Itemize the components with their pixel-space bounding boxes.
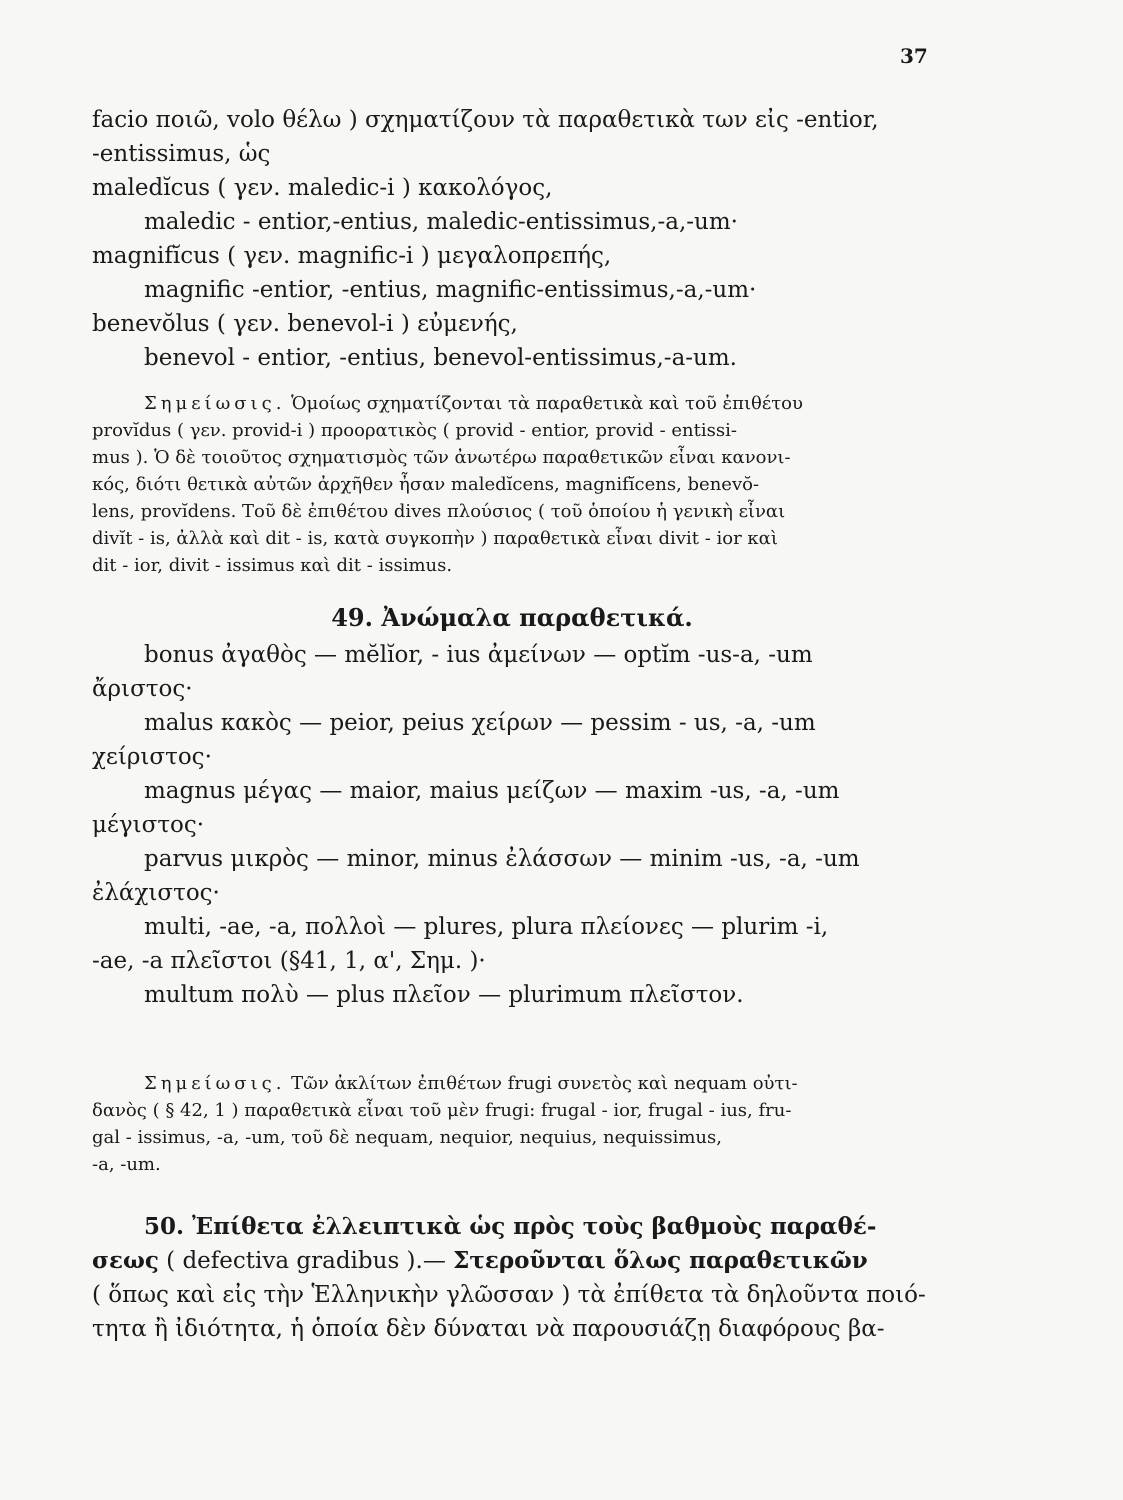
page-number: 37	[900, 44, 928, 68]
table-row-continuation: χείριστος·	[92, 744, 212, 770]
text-line: dit - ior, divit - issimus καὶ dit - issimus.	[92, 555, 453, 576]
note-heading: Σημείωσις.	[144, 1073, 286, 1094]
note-text: Ὁμοίως σχηματίζονται τὰ παραθετικὰ καὶ τοῦ ἐπιθέτου	[291, 393, 803, 414]
text-line: lens, provĭdens. Τοῦ δὲ ἐπιθέτου dives πλούσιος ( τοῦ ὁποίου ἡ γενικὴ εἶναι	[92, 501, 786, 522]
intro-paragraph	[92, 103, 932, 375]
table-row: parvus μικρὸς — minor, minus ἐλάσσων — minim -us, -a, -um	[144, 846, 860, 872]
section-heading-cont: σεως	[92, 1247, 159, 1274]
text-line: provĭdus ( γεν. provid-i ) προορατικὸς ( provid - entior, provid - entissi-	[92, 420, 737, 441]
table-row: magnus μέγας — maior, maius μείζων — maxim -us, -a, -um	[144, 778, 840, 804]
text-line: ( ὅπως καὶ εἰς τὴν Ἑλληνικὴν γλῶσσαν ) τὰ ἐπίθετα τὰ δηλοῦντα ποιό-	[92, 1282, 926, 1308]
section-heading: 49. Ἀνώμαλα παραθετικά.	[331, 603, 693, 632]
text-line: -entissimus, ὡς	[92, 141, 271, 167]
note-text: Τῶν ἀκλίτων ἐπιθέτων frugi συνετὸς καὶ nequam οὐτι-	[291, 1073, 798, 1094]
text-line: κός, διότι θετικὰ αὐτῶν ἀρχῆθεν ἦσαν maledĭcens, magnifĭcens, benevŏ-	[92, 474, 760, 495]
table-row: malus κακὸς — peior, peius χείρων — pessim - us, -a, -um	[144, 710, 816, 736]
table-row: bonus ἀγαθὸς — mĕlĭor, - ius ἀμείνων — optĭm -us-a, -um	[144, 642, 813, 668]
bold-text: Στεροῦνται ὅλως παραθετικῶν	[453, 1247, 868, 1274]
text-line: benevŏlus ( γεν. benevol-i ) εὐμενής,	[92, 311, 518, 337]
text-line: maledic - entior,-entius, maledic-entissimus,-a,-um·	[144, 209, 738, 235]
section-heading: 50. Ἐπίθετα ἐλλειπτικὰ ὡς πρὸς τοὺς βαθμοὺς παραθέ-	[144, 1213, 877, 1240]
table-row-continuation: μέγιστος·	[92, 812, 205, 838]
table-row-continuation: -ae, -a πλεῖστοι (§41, 1, α', Σημ. )·	[92, 948, 486, 974]
text-line: δανὸς ( § 42, 1 ) παραθετικὰ εἶναι τοῦ μὲν frugi: frugal - ior, frugal - ius, fru-	[92, 1100, 792, 1121]
note-2	[92, 1070, 932, 1178]
text-line: τητα ἢ ἰδιότητα, ἡ ὁποία δὲν δύναται νὰ παρουσιάζῃ διαφόρους βα-	[92, 1316, 885, 1342]
table-row-continuation: ἐλάχιστος·	[92, 880, 220, 906]
table-row-continuation: ἄριστος·	[92, 676, 193, 702]
text-line: maledĭcus ( γεν. maledic-i ) κακολόγος,	[92, 175, 553, 201]
text-line: mus ). Ὁ δὲ τοιοῦτος σχηματισμὸς τῶν ἀνωτέρω παραθετικῶν εἶναι κανονι-	[92, 447, 791, 468]
text-line: magnifĭcus ( γεν. magnific-i ) μεγαλοπρεπής,	[92, 243, 612, 269]
table-row: multum πολὺ — plus πλεῖον — plurimum πλεῖστον.	[144, 982, 744, 1008]
text-line: facio ποιῶ, volo θέλω ) σχηματίζουν τὰ παραθετικὰ των εἰς -entior,	[92, 107, 879, 133]
section-50	[92, 1210, 932, 1346]
text-line: gal - issimus, -a, -um, τοῦ δὲ nequam, nequior, nequius, nequissimus,	[92, 1127, 722, 1148]
text-line: -a, -um.	[92, 1154, 161, 1175]
text-line: magnific -entior, -entius, magnific-entissimus,-a,-um·	[144, 277, 757, 303]
text-line: benevol - entior, -entius, benevol-entissimus,-a-um.	[144, 345, 737, 371]
section-49	[92, 598, 932, 1012]
note-1	[92, 390, 932, 579]
latin-term: ( defectiva gradibus ).—	[158, 1248, 454, 1274]
note-heading: Σημείωσις.	[144, 393, 286, 414]
table-row: multi, -ae, -a, πολλοὶ — plures, plura πλείονες — plurim -i,	[144, 914, 829, 940]
text-line: divĭt - is, ἀλλὰ καὶ dit - is, κατὰ συγκοπὴν ) παραθετικὰ εἶναι divit - ior καὶ	[92, 528, 778, 549]
